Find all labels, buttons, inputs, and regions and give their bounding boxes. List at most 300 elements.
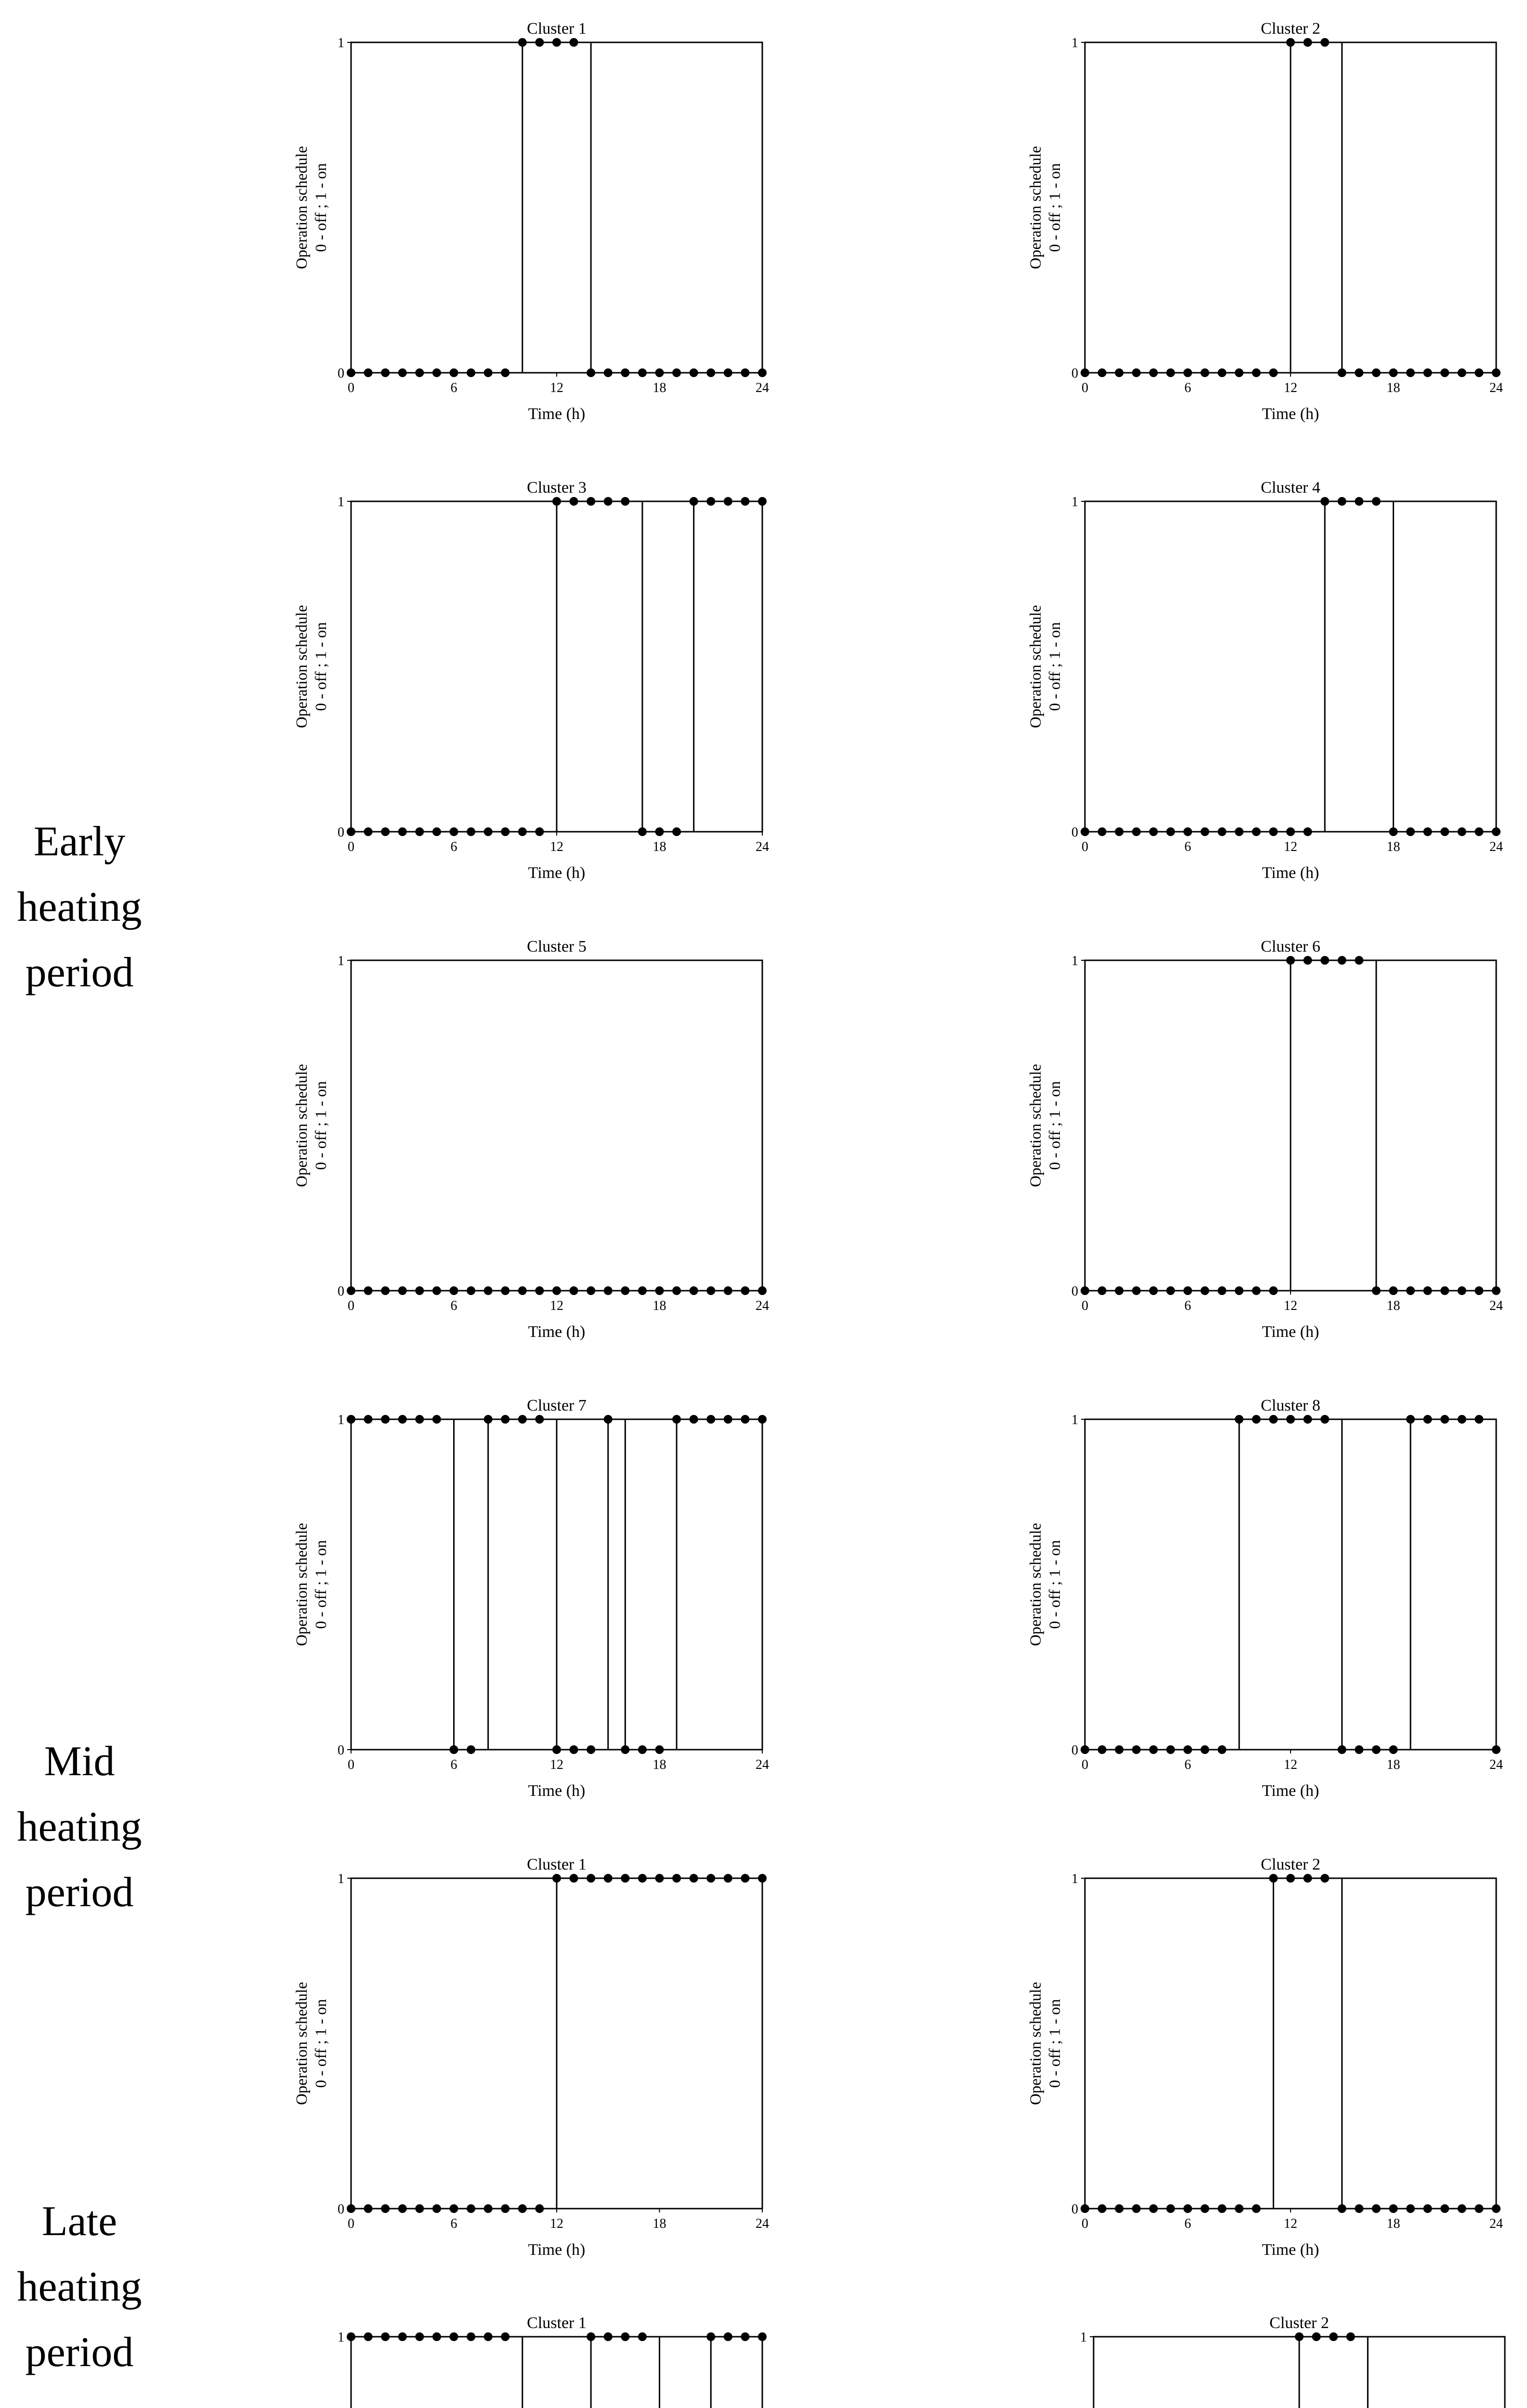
data-point	[450, 368, 458, 377]
period-label-late	[0, 2189, 159, 2385]
data-point	[587, 368, 595, 377]
data-point	[1286, 827, 1295, 836]
chart-panel	[293, 938, 769, 1341]
x-tick-label: 6	[450, 839, 457, 854]
data-point	[467, 1286, 475, 1295]
data-point	[1338, 2204, 1346, 2213]
data-point	[570, 38, 578, 47]
data-point	[638, 1286, 647, 1295]
data-point	[347, 1286, 355, 1295]
data-point	[518, 1415, 527, 1424]
y-tick-label: 0	[338, 1743, 344, 1758]
data-point	[450, 827, 458, 836]
data-point	[1355, 956, 1363, 965]
data-point	[415, 1415, 424, 1424]
data-point	[621, 1286, 629, 1295]
chart-panel	[293, 1397, 769, 1800]
data-point	[1081, 1745, 1089, 1754]
data-point	[690, 1874, 698, 1883]
data-point	[1098, 1286, 1107, 1295]
y-tick-label: 1	[338, 495, 344, 510]
x-tick-label: 24	[756, 1298, 769, 1313]
data-point	[364, 827, 373, 836]
data-point	[1423, 368, 1432, 377]
data-point	[1201, 1745, 1209, 1754]
data-point	[570, 1874, 578, 1883]
y-axis-label: Operation schedule	[1027, 605, 1044, 728]
chart-title: Cluster 6	[1261, 938, 1320, 955]
data-point	[432, 2204, 441, 2213]
data-point	[1269, 1286, 1278, 1295]
y-axis-label: Operation schedule	[293, 1064, 311, 1187]
y-axis-label: 0 - off ; 1 - on	[1046, 1999, 1064, 2088]
y-tick-label: 1	[338, 2330, 344, 2345]
data-point	[758, 1874, 767, 1883]
data-point	[1269, 827, 1278, 836]
x-tick-label: 24	[1489, 1757, 1503, 1772]
x-tick-label: 18	[653, 1757, 666, 1772]
data-point	[1355, 368, 1363, 377]
chart-panel	[293, 479, 769, 882]
period-label-line: Mid	[44, 1738, 115, 1785]
data-point	[1184, 368, 1192, 377]
schedule-line	[1094, 2337, 1505, 2408]
y-tick-label: 1	[338, 1871, 344, 1886]
x-tick-label: 0	[1082, 380, 1088, 395]
chart-panel	[293, 20, 769, 423]
data-point	[1440, 368, 1449, 377]
data-point	[1184, 827, 1192, 836]
data-point	[1320, 497, 1329, 506]
y-axis-label: 0 - off ; 1 - on	[313, 1081, 330, 1170]
data-point	[724, 497, 732, 506]
y-axis-label: 0 - off ; 1 - on	[313, 163, 330, 252]
schedule-line	[1085, 501, 1496, 832]
y-tick-label: 1	[1071, 495, 1078, 510]
x-tick-label: 18	[653, 380, 666, 395]
y-axis-label: 0 - off ; 1 - on	[313, 1999, 330, 2088]
data-point	[1372, 1286, 1381, 1295]
x-tick-label: 12	[1284, 2216, 1297, 2231]
data-point	[518, 2204, 527, 2213]
x-tick-label: 18	[653, 1298, 666, 1313]
data-point	[741, 2332, 749, 2341]
data-point	[638, 368, 647, 377]
data-point	[484, 2332, 493, 2341]
data-point	[1338, 368, 1346, 377]
data-point	[1492, 1745, 1501, 1754]
x-axis-label: Time (h)	[1262, 405, 1319, 423]
chart-title: Cluster 7	[527, 1397, 587, 1414]
plot-frame	[1085, 1878, 1496, 2209]
data-point	[467, 2332, 475, 2341]
data-point	[706, 2332, 715, 2341]
data-point	[347, 1415, 355, 1424]
data-point	[518, 827, 527, 836]
x-tick-label: 18	[653, 839, 666, 854]
chart-panel	[1027, 20, 1503, 423]
x-axis-label: Time (h)	[528, 2241, 586, 2259]
x-axis-label: Time (h)	[1262, 1323, 1319, 1341]
data-point	[398, 1286, 407, 1295]
data-point	[1166, 1745, 1175, 1754]
data-point	[621, 2332, 629, 2341]
y-tick-label: 0	[1071, 825, 1078, 840]
data-point	[1458, 368, 1466, 377]
y-tick-label: 1	[338, 954, 344, 968]
data-point	[467, 827, 475, 836]
data-point	[381, 368, 390, 377]
x-tick-label: 6	[450, 2216, 457, 2231]
data-point	[741, 368, 749, 377]
data-point	[1304, 38, 1312, 47]
data-point	[518, 1286, 527, 1295]
y-axis-label: 0 - off ; 1 - on	[1046, 1540, 1064, 1629]
chart-panel	[1027, 1856, 1503, 2259]
data-point	[706, 497, 715, 506]
y-axis-label: Operation schedule	[1027, 1064, 1044, 1187]
x-tick-label: 12	[550, 380, 563, 395]
data-point	[1269, 1874, 1278, 1883]
data-point	[1475, 368, 1483, 377]
data-point	[604, 1415, 613, 1424]
data-point	[347, 2204, 355, 2213]
schedule-line	[351, 1419, 762, 1750]
data-point	[621, 497, 629, 506]
data-point	[1338, 1745, 1346, 1754]
x-tick-label: 12	[550, 2216, 563, 2231]
x-tick-label: 18	[1386, 1757, 1400, 1772]
data-point	[501, 368, 509, 377]
data-point	[604, 368, 613, 377]
data-point	[1235, 1415, 1243, 1424]
period-label-line: heating	[17, 1804, 142, 1850]
x-tick-label: 6	[1184, 2216, 1191, 2231]
data-point	[415, 368, 424, 377]
data-point	[638, 1745, 647, 1754]
data-point	[1286, 1415, 1295, 1424]
x-axis-label: Time (h)	[528, 1323, 586, 1341]
y-axis-label: 0 - off ; 1 - on	[1046, 622, 1064, 711]
data-point	[587, 1874, 595, 1883]
data-point	[364, 1286, 373, 1295]
data-point	[758, 1286, 767, 1295]
data-point	[1098, 2204, 1107, 2213]
data-point	[1346, 2332, 1355, 2341]
chart-title: Cluster 1	[527, 20, 587, 38]
data-point	[1269, 368, 1278, 377]
data-point	[1166, 2204, 1175, 2213]
x-tick-label: 12	[1284, 839, 1297, 854]
data-point	[1406, 1286, 1415, 1295]
data-point	[1115, 2204, 1123, 2213]
data-point	[1355, 1745, 1363, 1754]
data-point	[1252, 1415, 1261, 1424]
data-point	[1149, 2204, 1158, 2213]
x-axis-label: Time (h)	[528, 864, 586, 882]
data-point	[655, 1745, 664, 1754]
data-point	[364, 1415, 373, 1424]
data-point	[398, 1415, 407, 1424]
data-point	[381, 2332, 390, 2341]
data-point	[758, 497, 767, 506]
data-point	[690, 368, 698, 377]
x-tick-label: 0	[1082, 1757, 1088, 1772]
chart-panel	[293, 1856, 769, 2259]
plot-frame	[1085, 501, 1496, 832]
schedule-line	[1085, 960, 1496, 1291]
y-axis-label: Operation schedule	[293, 1523, 311, 1646]
y-axis-label: Operation schedule	[293, 1982, 311, 2105]
x-tick-label: 24	[756, 2216, 769, 2231]
data-point	[415, 2332, 424, 2341]
data-point	[1320, 956, 1329, 965]
data-point	[1372, 1745, 1381, 1754]
chart-panel	[293, 2314, 769, 2408]
data-point	[1098, 368, 1107, 377]
data-point	[1372, 2204, 1381, 2213]
y-tick-label: 0	[338, 825, 344, 840]
data-point	[1149, 1286, 1158, 1295]
data-point	[501, 2332, 509, 2341]
data-point	[587, 497, 595, 506]
data-point	[690, 1286, 698, 1295]
data-point	[432, 827, 441, 836]
data-point	[1355, 2204, 1363, 2213]
data-point	[535, 1286, 544, 1295]
chart-title: Cluster 2	[1269, 2314, 1329, 2332]
data-point	[1423, 1415, 1432, 1424]
x-axis-label: Time (h)	[1262, 864, 1319, 882]
y-tick-label: 1	[338, 1413, 344, 1427]
data-point	[1149, 368, 1158, 377]
plot-frame	[351, 42, 762, 373]
data-point	[552, 1745, 561, 1754]
data-point	[347, 368, 355, 377]
data-point	[1115, 827, 1123, 836]
schedule-line	[351, 42, 762, 373]
x-tick-label: 12	[1284, 1757, 1297, 1772]
data-point	[1115, 1745, 1123, 1754]
data-point	[501, 1415, 509, 1424]
data-point	[1201, 827, 1209, 836]
schedule-line	[351, 1878, 762, 2209]
data-point	[1458, 1286, 1466, 1295]
data-point	[364, 368, 373, 377]
data-point	[724, 1286, 732, 1295]
x-tick-label: 6	[1184, 1298, 1191, 1313]
data-point	[432, 1415, 441, 1424]
data-point	[1235, 2204, 1243, 2213]
data-point	[415, 1286, 424, 1295]
data-point	[1338, 956, 1346, 965]
chart-title: Cluster 1	[527, 1856, 587, 1873]
data-point	[1304, 1874, 1312, 1883]
data-point	[1252, 2204, 1261, 2213]
schedule-line	[351, 2337, 762, 2408]
data-point	[1166, 827, 1175, 836]
chart-title: Cluster 2	[1261, 20, 1320, 38]
data-point	[450, 1286, 458, 1295]
data-point	[552, 497, 561, 506]
x-tick-label: 18	[1386, 2216, 1400, 2231]
chart-title: Cluster 4	[1261, 479, 1320, 497]
data-point	[1132, 368, 1141, 377]
data-point	[1115, 368, 1123, 377]
data-point	[724, 1874, 732, 1883]
data-point	[467, 368, 475, 377]
data-point	[1492, 368, 1501, 377]
data-point	[1252, 368, 1261, 377]
data-point	[398, 2332, 407, 2341]
data-point	[1286, 38, 1295, 47]
data-point	[1406, 368, 1415, 377]
data-point	[1458, 2204, 1466, 2213]
data-point	[1475, 827, 1483, 836]
y-tick-label: 0	[1071, 366, 1078, 381]
x-tick-label: 12	[1284, 1298, 1297, 1313]
data-point	[724, 1415, 732, 1424]
x-tick-label: 24	[1489, 1298, 1503, 1313]
data-point	[638, 1874, 647, 1883]
schedule-line	[1085, 42, 1496, 373]
data-point	[706, 368, 715, 377]
chart-title: Cluster 1	[527, 2314, 587, 2332]
chart-panel	[1027, 479, 1503, 882]
x-tick-label: 6	[1184, 380, 1191, 395]
data-point	[1389, 1745, 1398, 1754]
x-tick-label: 12	[1284, 380, 1297, 395]
data-point	[1218, 368, 1227, 377]
data-point	[552, 1286, 561, 1295]
x-axis-label: Time (h)	[528, 1782, 586, 1800]
data-point	[552, 38, 561, 47]
x-tick-label: 24	[756, 1757, 769, 1772]
schedule-line	[351, 501, 762, 832]
data-point	[1269, 1415, 1278, 1424]
data-point	[1201, 1286, 1209, 1295]
data-point	[347, 2332, 355, 2341]
x-tick-label: 18	[1386, 1298, 1400, 1313]
y-tick-label: 0	[338, 1284, 344, 1299]
data-point	[1286, 1874, 1295, 1883]
data-point	[1372, 368, 1381, 377]
data-point	[1320, 38, 1329, 47]
data-point	[415, 2204, 424, 2213]
x-tick-label: 0	[348, 2216, 354, 2231]
data-point	[1304, 827, 1312, 836]
data-point	[706, 1286, 715, 1295]
data-point	[706, 1874, 715, 1883]
x-tick-label: 18	[1386, 839, 1400, 854]
chart-panel	[1027, 1397, 1503, 1800]
data-point	[1081, 368, 1089, 377]
data-point	[1149, 827, 1158, 836]
data-point	[621, 368, 629, 377]
y-axis-label: 0 - off ; 1 - on	[313, 622, 330, 711]
x-tick-label: 18	[653, 2216, 666, 2231]
data-point	[570, 1286, 578, 1295]
x-tick-label: 0	[348, 839, 354, 854]
data-point	[1218, 2204, 1227, 2213]
data-point	[1458, 827, 1466, 836]
chart-panel	[1036, 2314, 1512, 2408]
data-point	[467, 1745, 475, 1754]
data-point	[1218, 1286, 1227, 1295]
data-point	[1355, 497, 1363, 506]
period-label-early	[0, 809, 159, 1006]
data-point	[432, 368, 441, 377]
data-point	[1218, 827, 1227, 836]
data-point	[672, 827, 681, 836]
y-tick-label: 1	[338, 36, 344, 51]
data-point	[381, 827, 390, 836]
data-point	[1475, 1415, 1483, 1424]
schedule-line	[1085, 1878, 1496, 2209]
data-point	[621, 1745, 629, 1754]
data-point	[1235, 1286, 1243, 1295]
chart-title: Cluster 5	[527, 938, 587, 955]
x-tick-label: 0	[348, 1298, 354, 1313]
data-point	[552, 1874, 561, 1883]
data-point	[1235, 827, 1243, 836]
data-point	[638, 827, 647, 836]
data-point	[1184, 1745, 1192, 1754]
y-tick-label: 1	[1071, 36, 1078, 51]
data-point	[724, 2332, 732, 2341]
data-point	[1304, 1415, 1312, 1424]
chart-title: Cluster 2	[1261, 1856, 1320, 1873]
data-point	[1320, 1415, 1329, 1424]
data-point	[1149, 1745, 1158, 1754]
data-point	[1329, 2332, 1338, 2341]
x-tick-label: 6	[1184, 1757, 1191, 1772]
data-point	[535, 2204, 544, 2213]
y-axis-label: Operation schedule	[1027, 1982, 1044, 2105]
data-point	[1440, 827, 1449, 836]
data-point	[1166, 1286, 1175, 1295]
y-tick-label: 1	[1071, 1413, 1078, 1427]
x-tick-label: 0	[1082, 1298, 1088, 1313]
data-point	[1081, 827, 1089, 836]
period-label-line: period	[25, 1869, 134, 1916]
period-label-mid	[0, 1729, 159, 1925]
x-tick-label: 6	[450, 380, 457, 395]
data-point	[1132, 1745, 1141, 1754]
data-point	[604, 1874, 613, 1883]
x-tick-label: 24	[1489, 2216, 1503, 2231]
data-point	[741, 1286, 749, 1295]
data-point	[1132, 1286, 1141, 1295]
x-tick-label: 24	[756, 839, 769, 854]
y-axis-label: Operation schedule	[1027, 146, 1044, 269]
data-point	[484, 1415, 493, 1424]
data-point	[690, 1415, 698, 1424]
data-point	[535, 827, 544, 836]
y-axis-label: 0 - off ; 1 - on	[1046, 1081, 1064, 1170]
x-tick-label: 6	[1184, 839, 1191, 854]
data-point	[604, 1286, 613, 1295]
data-point	[535, 38, 544, 47]
data-point	[1475, 2204, 1483, 2213]
data-point	[604, 497, 613, 506]
data-point	[501, 2204, 509, 2213]
data-point	[415, 827, 424, 836]
data-point	[1440, 1415, 1449, 1424]
data-point	[1184, 2204, 1192, 2213]
x-axis-label: Time (h)	[528, 405, 586, 423]
data-point	[535, 1415, 544, 1424]
